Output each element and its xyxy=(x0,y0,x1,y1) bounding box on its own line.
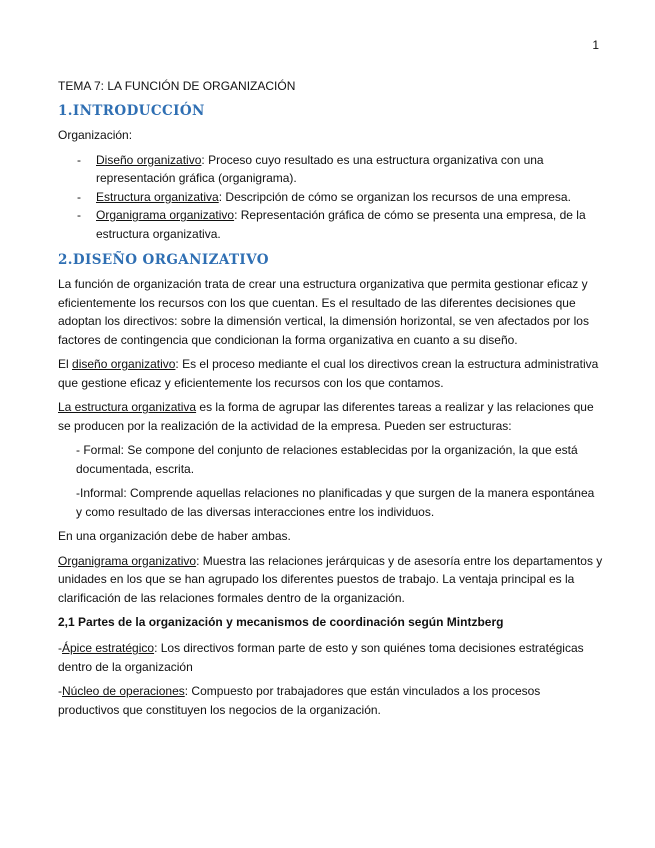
text: : Los directivos forman parte de esto y son quiénes toma decisiones estratégicas dentro de la organización xyxy=(58,641,584,674)
term: Organigrama organizativo xyxy=(58,553,197,568)
dash-bullet: - xyxy=(77,152,81,167)
document-title: TEMA 7: LA FUNCIÓN DE ORGANIZACIÓN xyxy=(58,79,296,93)
paragraph-ambas: En una organización debe de haber ambas. xyxy=(58,529,291,543)
paragraph-apice xyxy=(58,639,603,676)
text: El xyxy=(58,357,73,371)
definition: : Proceso cuyo resultado es una estructura organizativa con una representación gráfica (organigrama). xyxy=(96,152,544,185)
term: diseño organizativo xyxy=(72,357,176,371)
term: La estructura organizativa xyxy=(58,400,197,414)
paragraph-informal: -Informal: Comprende aquellas relaciones no planificadas y que surgen de la manera espontánea y como resultado de las diversas interacciones entre los individuos. xyxy=(76,486,595,519)
page-number: 1 xyxy=(592,38,599,52)
dash-bullet: - xyxy=(77,189,81,204)
text: : Compuesto por trabajadores que están vinculados a los procesos productivos que constituyen los negocios de la organización. xyxy=(58,684,541,717)
text: : Es el proceso mediante el cual los directivos crean la estructura administrativa que gestione eficaz y eficientemente los recursos con los que contamos. xyxy=(58,357,599,390)
term: Organigrama organizativo xyxy=(96,208,235,222)
paragraph-estructura xyxy=(58,398,603,435)
section-heading-diseno: 2.DISEÑO ORGANIZATIVO xyxy=(58,252,269,268)
definitions-list xyxy=(58,151,603,244)
subsection-heading-mintzberg: 2,1 Partes de la organización y mecanismos de coordinación según Mintzberg xyxy=(58,615,504,629)
text: : Muestra las relaciones jerárquicas y de asesoría entre los departamentos y unidades en los que se han agrupado los diferentes puestos de trabajo. La ventaja principal es la clarificación de las relaciones formales dentro de la organización. xyxy=(58,553,603,605)
definition: : Representación gráfica de cómo se presenta una empresa, de la estructura organizativa. xyxy=(96,208,586,241)
dash-bullet: - xyxy=(77,208,81,222)
text: - xyxy=(58,684,62,698)
paragraph-formal: - Formal: Se compone del conjunto de relaciones establecidas por la organización, la que está documentada, escrita. xyxy=(76,443,578,476)
list-item xyxy=(58,151,603,188)
term: Diseño organizativo xyxy=(96,152,202,167)
section-heading-introduccion: 1.INTRODUCCIÓN xyxy=(58,103,205,119)
list-item xyxy=(58,206,603,243)
paragraph-nucleo xyxy=(58,682,603,719)
paragraph-funcion: La función de organización trata de crear una estructura organizativa que permita gestionar eficaz y eficientemente los recursos con los que cuentan. Es el resultado de las diferentes decisiones que adoptan los directivos: sobre la dimensión vertical, la dimensión horizontal, se ven afectados por los factores de contingencia que condicionan la forma organizativa en cuanto a su diseño. xyxy=(58,277,589,347)
text: es la forma de agrupar las diferentes tareas a realizar y las relaciones que se producen por la realización de la actividad de la empresa. Pueden ser estructuras: xyxy=(58,400,594,433)
term: Núcleo de operaciones xyxy=(62,684,185,698)
term: Estructura organizativa xyxy=(96,189,219,204)
list-item xyxy=(58,188,603,207)
paragraph-organigrama xyxy=(58,552,603,608)
paragraph-diseno xyxy=(58,355,603,392)
intro-label: Organización: xyxy=(58,128,133,142)
text: - xyxy=(58,641,62,655)
document-content xyxy=(58,78,603,725)
definition: : Descripción de cómo se organizan los recursos de una empresa. xyxy=(218,189,571,204)
term: Ápice estratégico xyxy=(62,641,155,655)
